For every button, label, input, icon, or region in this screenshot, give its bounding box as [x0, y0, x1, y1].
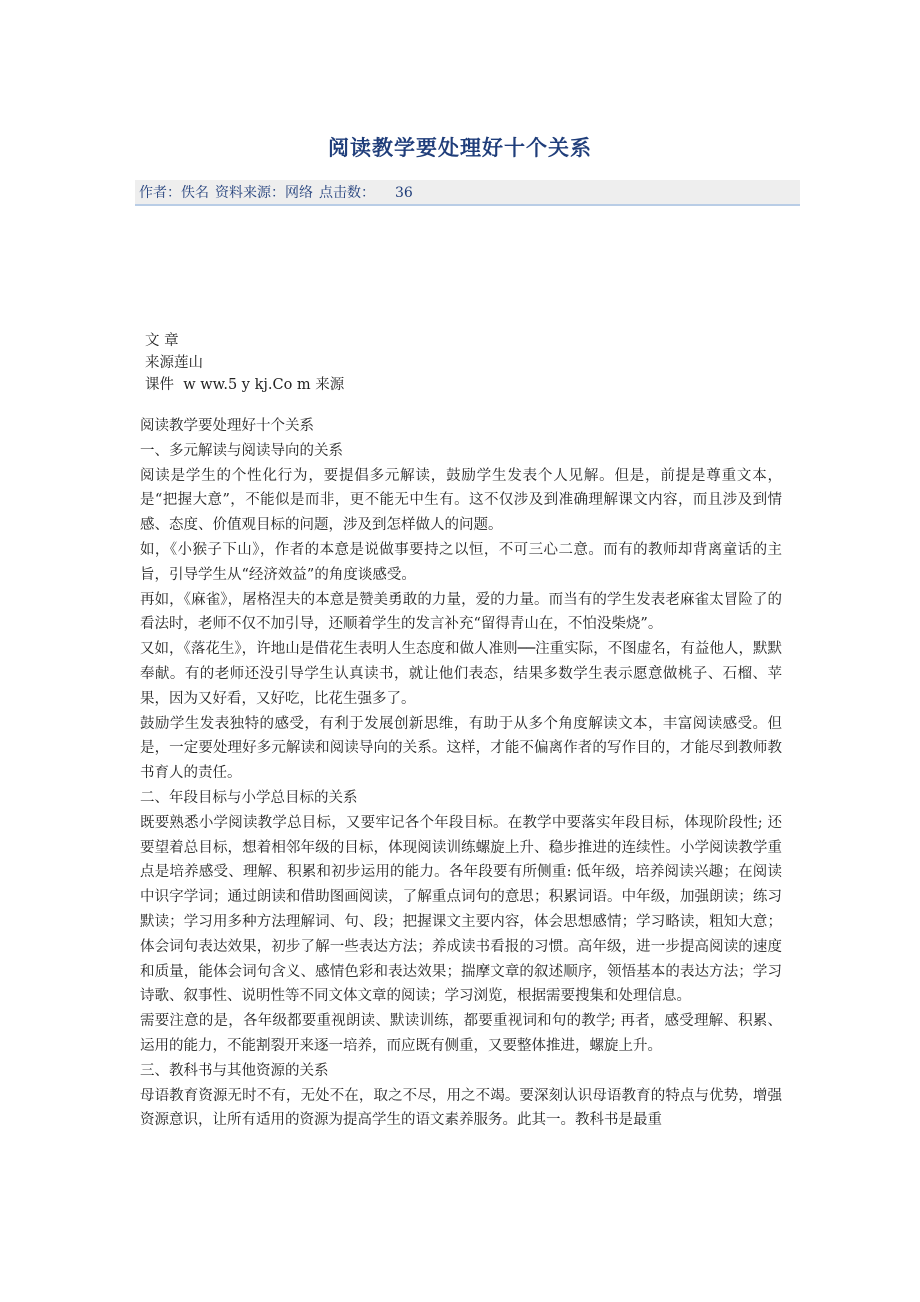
body-paragraph: 需要注意的是，各年级都要重视朗读、默读训练，都要重视词和句的教学; 再者，感受理解、积累、运用的能力，不能割裂开来逐一培养，而应既有侧重，又要整体推进，螺旋上升。 — [140, 1013, 782, 1054]
source-label: 资料来源：网络 — [215, 185, 313, 201]
section-heading: 二、年段目标与小学总目标的关系 — [140, 789, 358, 806]
article-title: 阅读教学要处理好十个关系 — [328, 135, 592, 160]
article-body — [140, 414, 782, 1133]
body-paragraph: 又如，《落花生》，许地山是借花生表明人生态度和做人准则──注重实际，不图虚名，有益他人，默默奉献。有的老师还没引导学生认真读书，就让他们表态，结果多数学生表示愿意做桃子、石榴、苹果，因为又好看，又好吃，比花生强多了。 — [140, 641, 782, 707]
article-meta-bar — [135, 180, 800, 206]
clicks-count: 36 — [395, 185, 413, 201]
source-note — [145, 330, 344, 396]
body-paragraph: 再如，《麻雀》，屠格涅夫的本意是赞美勇敢的力量，爱的力量。而当有的学生发表老麻雀太冒险了的看法时，老师不仅不加引导，还顺着学生的发言补充“留得青山在，不怕没柴烧”。 — [140, 591, 782, 633]
body-paragraph: 阅读是学生的个性化行为，要提倡多元解读，鼓励学生发表个人见解。但是，前提是尊重文本，是“把握大意”，不能似是而非，更不能无中生有。这不仅涉及到准确理解课文内容，而且涉及到情感、态度、价值观目标的问题，涉及到怎样做人的问题。 — [140, 467, 782, 534]
body-paragraph: 母语教育资源无时不有，无处不在，取之不尽，用之不竭。要深刻认识母语教育的特点与优势，增强资源意识，让所有适用的资源为提高学生的语文素养服务。此其一。教科书是最重 — [140, 1087, 782, 1129]
section-heading: 一、多元解读与阅读导向的关系 — [140, 442, 343, 459]
source-line: 文 章 — [145, 333, 179, 349]
author-label: 作者：佚名 — [139, 185, 209, 201]
body-paragraph: 如，《小猴子下山》，作者的本意是说做事要持之以恒，不可三心二意。而有的教师却背离童话的主旨，引导学生从“经济效益”的角度谈感受。 — [140, 541, 782, 583]
body-paragraph: 既要熟悉小学阅读教学总目标，又要牢记各个年段目标。在教学中要落实年段目标，体现阶段性; 还要望着总目标，想着相邻年级的目标，体现阅读训练螺旋上升、稳步推进的连续性。小学阅读教学重点是培养感受、理解、积累和初步运用的能力。各年段要有所侧重: 低年级，培养阅读兴趣；在阅读中识字学词；通过朗读和借助图画阅读，了解重点词句的意思；积累词语。中年级，加强朗读；练习默读；学习用多种方法理解词、句、段；把握课文主要内容，体会思想感情；学习略读，粗知大意；体会词句表达效果，初步了解一些表达方法；养成读书看报的习惯。高年级，进一步提高阅读的速度和质量，能体会词句含义、感情色彩和表达效果；揣摩文章的叙述顺序，领悟基本的表达方法；学习诗歌、叙事性、说明性等不同文体文章的阅读；学习浏览，根据需要搜集和处理信息。 — [140, 814, 782, 1005]
body-heading: 阅读教学要处理好十个关系 — [140, 418, 314, 434]
body-paragraph: 鼓励学生发表独特的感受，有利于发展创新思维，有助于从多个角度解读文本，丰富阅读感受。但是，一定要处理好多元解读和阅读导向的关系。这样，才能不偏离作者的写作目的，才能尽到教师教书育人的责任。 — [140, 715, 782, 782]
clicks-label: 点击数： — [319, 185, 375, 201]
section-heading: 三、教科书与其他资源的关系 — [140, 1062, 329, 1079]
source-line: 课件 w ww.5 y kj.Co m 来源 — [145, 377, 345, 393]
source-line: 来源莲山 — [145, 355, 203, 371]
